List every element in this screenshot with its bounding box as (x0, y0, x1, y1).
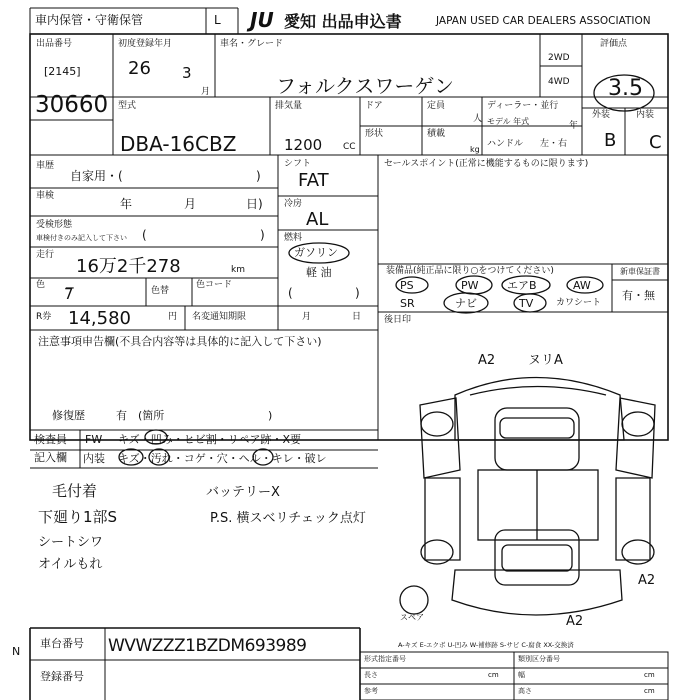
shift-value: FAT (298, 170, 329, 191)
listing-number-label: 出品番号 (36, 39, 73, 49)
inspector-label-1: 検査員 (34, 433, 67, 446)
receipt-close: ) (260, 228, 265, 242)
remark-left-3: シートシワ (38, 535, 104, 550)
model-code: DBA-16CBZ (120, 132, 237, 156)
color-label: 色 (36, 280, 46, 290)
drive-4wd: 4WD (548, 77, 570, 87)
history-value: 自家用・( (70, 169, 123, 183)
notice-day-unit: 日 (352, 312, 362, 322)
equip-tv: TV (519, 297, 534, 310)
fuel-diesel: 軽 油 (306, 266, 332, 279)
rear-seat-label: 後日印 (384, 315, 412, 325)
color-code-label: 色コード (196, 280, 233, 290)
inspector-label-2: 記入欄 (34, 451, 67, 464)
drive-2wd: 2WD (548, 53, 570, 63)
inspection-label: 車検 (36, 191, 55, 201)
vehicle-name: フォルクスワーゲン (276, 74, 454, 98)
remark-left-4: オイルもれ (38, 557, 103, 572)
form-number-label: 形式指定番号 (364, 655, 406, 663)
equip-airbag: エアB (507, 279, 537, 292)
doors-label: ドア (365, 101, 383, 111)
inspection-year-unit: 年 (120, 197, 133, 211)
shift-label: シフト (284, 159, 312, 169)
spare-label: スペア (400, 613, 424, 622)
mileage-label: 走行 (36, 250, 55, 260)
handle-label: ハンドル (487, 139, 524, 149)
color-value: 7̅̅ (64, 285, 74, 303)
fuel-gasoline: ガソリン (294, 246, 338, 259)
color-change-label: 色替 (151, 286, 170, 296)
vehicle-name-label: 車名・グレード (220, 39, 284, 49)
association-name: JAPAN USED CAR DEALERS ASSOCIATION (436, 15, 651, 27)
displacement-unit: CC (343, 142, 356, 152)
displacement-label: 排気量 (275, 101, 303, 111)
registration-number-label: 登録番号 (40, 670, 84, 683)
damage-mark-1: A2 (478, 353, 496, 368)
history-label: 車歴 (36, 161, 55, 171)
damage-mark-2: ヌリA (528, 353, 563, 368)
receipt-label: 受検形態 (36, 220, 73, 230)
length-cm: cm (488, 671, 499, 679)
inspector-row2-text: キズ・汚れ・コゲ・穴・ヘル・キレ・破レ (118, 452, 327, 465)
equip-ps: PS (400, 279, 414, 292)
handle-value: 左・右 (540, 139, 568, 149)
displacement: 1200 (284, 136, 323, 154)
score-label: 評価点 (600, 39, 628, 49)
sales-point-label: セールスポイント(正常に機能するものに限ります) (384, 159, 589, 169)
model-label: 型式 (118, 101, 137, 111)
notes-label: 注意事項申告欄(不具合内容等は具体的に記入して下さい) (38, 335, 322, 348)
equip-aw: AW (573, 279, 591, 292)
chassis-label: 車台番号 (40, 637, 84, 650)
warranty-label: 新車保証書 (620, 267, 660, 276)
remark-left-1: 毛付着 (52, 482, 98, 500)
class-number-label: 類別区分番号 (518, 655, 560, 663)
inspection-month-unit: 月 (184, 197, 197, 211)
listing-number-small: [2145] (44, 65, 81, 78)
recycle-unit: 円 (168, 312, 178, 322)
width-cm: cm (644, 671, 655, 679)
chassis-number: WVWZZZ1BZDM693989 (108, 636, 307, 656)
capacity-unit: 人 (473, 114, 483, 124)
margin-mark: N (12, 645, 21, 658)
load-label: 積載 (427, 129, 446, 139)
load-unit: kg (470, 145, 480, 154)
warranty-value: 有・無 (622, 289, 655, 302)
equip-seat: カワシート (556, 298, 602, 308)
ac-value: AL (306, 209, 329, 230)
equipment-label: 装備品(純正品に限り○をつけてください) (386, 266, 554, 276)
remark-right-2: P.S. 横スベリチェック点灯 (210, 511, 366, 526)
repair-close: ) (268, 409, 273, 422)
score-value: 3.5 (608, 76, 643, 101)
damage-mark-4: A2 (566, 614, 584, 629)
fuel-open: ( (288, 286, 293, 300)
model-year-label: モデル 年式 (487, 117, 530, 126)
form-title: 愛知 出品申込書 (284, 12, 402, 31)
mileage-value: 16万2千278 (76, 256, 181, 277)
receipt-note: 車検付きのみ記入して下さい (36, 234, 127, 242)
registration-year: 26 (128, 58, 151, 79)
history-close: ) (256, 169, 261, 183)
registration-month-unit: 月 (201, 87, 211, 97)
reference-label: 参考 (364, 687, 378, 695)
inspection-day-unit: 日) (246, 197, 263, 211)
listing-number: 30660 (35, 92, 109, 118)
year-unit: 年 (569, 121, 579, 131)
storage-mark: L (214, 13, 221, 27)
equip-navi: ナビ (455, 297, 477, 310)
repair-value: 有 (116, 409, 127, 422)
fuel-label: 燃料 (284, 233, 303, 243)
height-cm: cm (644, 687, 655, 695)
ac-label: 冷房 (284, 199, 303, 209)
damage-mark-3: A2 (638, 573, 656, 588)
inspector-row1-text: キズ・凹み・ヒビ割・リペア跡・X要 (118, 433, 302, 446)
recycle-label: R券 (36, 312, 52, 322)
exterior-label: 外装 (592, 110, 611, 120)
width-label: 幅 (518, 671, 525, 679)
receipt-open: ( (142, 228, 147, 242)
repair-place: (箇所 (138, 409, 165, 422)
notice-month-unit: 月 (302, 312, 312, 322)
repair-label: 修復歴 (52, 409, 85, 422)
length-label: 長さ (364, 671, 378, 679)
remark-right-1: バッテリーX (206, 485, 280, 500)
remark-left-2: 下廻り1部S (38, 508, 118, 526)
damage-legend: A-キズ E-エクボ U-凹み W-補修跡 S-サビ C-腐食 XX-交換済 (398, 641, 574, 649)
shape-label: 形状 (365, 129, 384, 139)
inspector-row1-tag: FW (85, 433, 103, 446)
height-label: 高さ (518, 687, 532, 695)
interior-grade: C (649, 132, 662, 153)
capacity-label: 定員 (427, 101, 446, 111)
storage-label: 車内保管・守衛保管 (35, 13, 144, 27)
equip-sr: SR (400, 297, 415, 310)
ju-logo: JU (250, 8, 274, 32)
mileage-unit: km (231, 265, 245, 275)
recycle-value: 14,580 (68, 308, 131, 329)
inspector-row2-tag: 内装 (83, 452, 105, 465)
registration-label: 初度登録年月 (118, 39, 173, 49)
interior-label: 内装 (636, 110, 655, 120)
exterior-grade: B (604, 130, 617, 151)
notice-label: 名変通知期限 (192, 312, 247, 322)
registration-month: 3 (182, 64, 192, 82)
equip-pw: PW (461, 279, 479, 292)
dealer-label: ディーラー・並行 (487, 101, 559, 111)
fuel-close: ) (355, 286, 360, 300)
